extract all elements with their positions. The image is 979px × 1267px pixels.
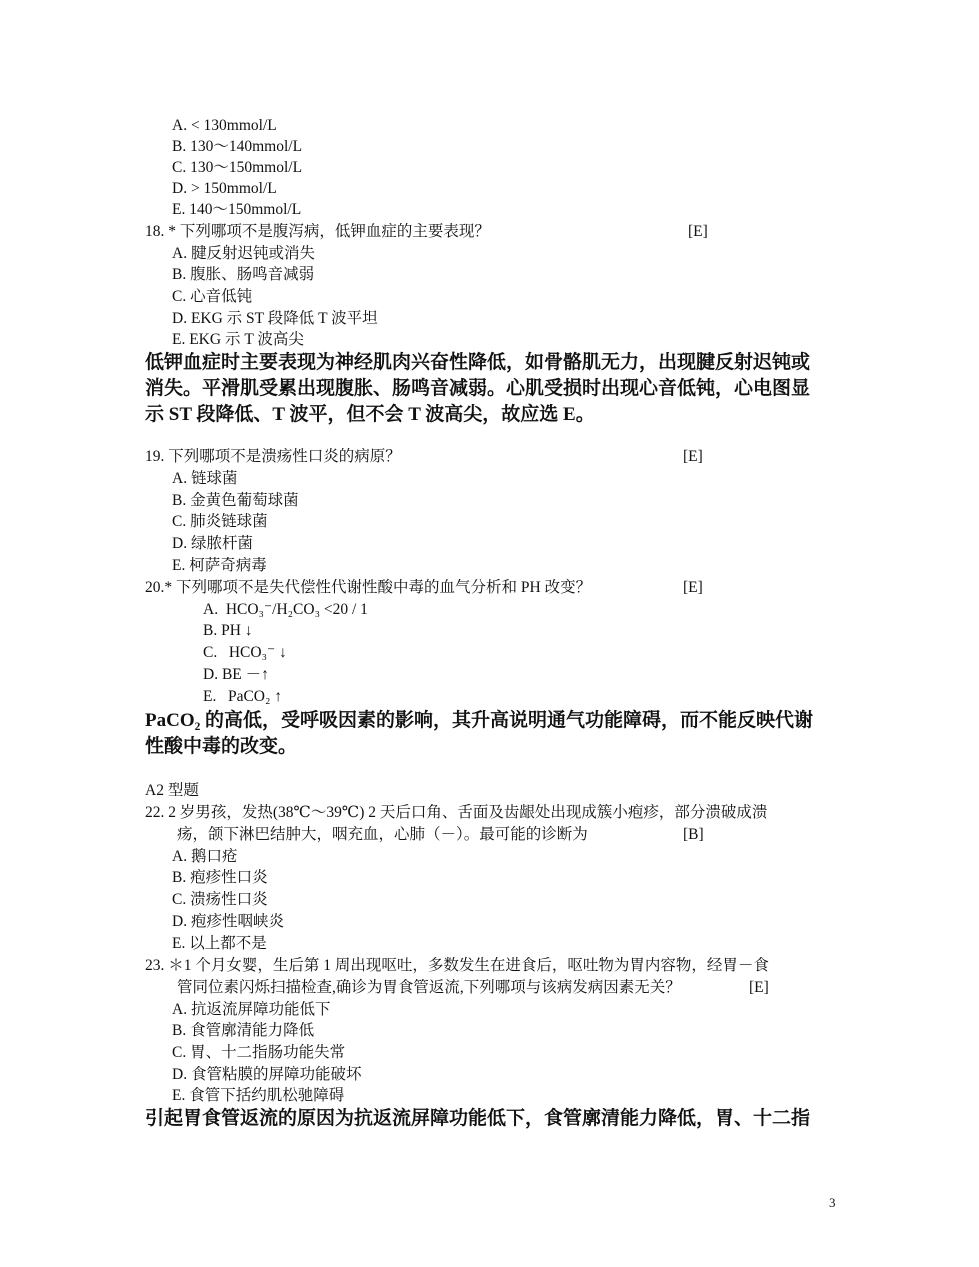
q20-option-c-text: HCO₃⁻ ↓ xyxy=(228,644,287,661)
q18-explanation-line-1: 低钾血症时主要表现为神经肌肉兴奋性降低，如骨骼肌无力，出现腱反射迟钝或 xyxy=(145,352,811,373)
q19-option-b: B. 金黄色葡萄球菌 xyxy=(172,492,299,509)
q18-explanation-line-3: 示 ST 段降低、T 波平，但不会 T 波高尖，故应选 E。 xyxy=(145,404,595,425)
q19-option-a: A. 链球菌 xyxy=(172,470,238,487)
q17-option-c: C. 130～150mmol/L xyxy=(172,159,303,176)
q22-option-c: C. 溃疡性口炎 xyxy=(172,891,268,908)
q23-option-d: D. 食管粘膜的屏障功能破坏 xyxy=(172,1066,362,1083)
q20-option-b: B. PH ↓ xyxy=(203,622,253,639)
q18-option-a: A. 腱反射迟钝或消失 xyxy=(172,245,315,262)
q20-option-c xyxy=(203,643,287,663)
q20-option-e-text: PaCO₂ ↑ xyxy=(227,688,283,705)
q18-stem: 18. * 下列哪项不是腹泻病，低钾血症的主要表现？ xyxy=(145,223,490,240)
q23-stem-line-1: 23. ＊1 个月女婴，生后第 1 周出现呕吐，多数发生在进食后，呕吐物为胃内容物，经胃－食 xyxy=(145,957,769,974)
q20-option-e-label: E. xyxy=(203,688,217,705)
q19-option-e: E. 柯萨奇病毒 xyxy=(172,557,267,574)
q23-option-e: E. 食管下括约肌松驰障碍 xyxy=(172,1087,345,1104)
section-title: A2 型题 xyxy=(145,782,199,799)
q20-answer: [E] xyxy=(683,579,703,596)
q22-stem-line-2: 疡，颌下淋巴结肿大，咽充血，心肺（－）。最可能的诊断为 xyxy=(177,826,588,843)
q22-option-a: A. 鹅口疮 xyxy=(172,848,238,865)
q22-option-d: D. 疱疹性咽峡炎 xyxy=(172,913,284,930)
q18-explanation-line-2: 消失。平滑肌受累出现腹胀、肠鸣音减弱。心肌受损时出现心音低钝，心电图显 xyxy=(145,378,811,399)
q18-answer: [E] xyxy=(688,223,708,240)
q23-answer: [E] xyxy=(749,979,769,996)
q17-option-b: B. 130～140mmol/L xyxy=(172,138,303,155)
q20-option-a-label: A. xyxy=(203,601,219,618)
q18-option-c: C. 心音低钝 xyxy=(172,288,253,305)
q20-option-a xyxy=(203,600,368,620)
q20-option-e xyxy=(203,687,282,707)
q23-option-c: C. 胃、十二指肠功能失常 xyxy=(172,1044,346,1061)
q18-option-d: D. EKG 示 ST 段降低 T 波平坦 xyxy=(172,310,378,327)
q18-option-b: B. 腹胀、肠鸣音减弱 xyxy=(172,266,315,283)
page-number: 3 xyxy=(829,1195,836,1210)
q22-stem-line-1: 22. 2 岁男孩，发热(38℃～39℃) 2 天后口角、舌面及齿龈处出现成簇小疱疹，部分溃破成溃 xyxy=(145,804,768,821)
q20-option-c-label: C. xyxy=(203,644,218,661)
q17-option-d: D. > 150mmol/L xyxy=(172,180,277,197)
q22-option-b: B. 疱疹性口炎 xyxy=(172,869,268,886)
q23-option-b: B. 食管廓清能力降低 xyxy=(172,1022,315,1039)
q19-option-d: D. 绿脓杆菌 xyxy=(172,535,253,552)
q19-option-c: C. 肺炎链球菌 xyxy=(172,513,268,530)
q23-explanation: 引起胃食管返流的原因为抗返流屏障功能低下，食管廓清能力降低，胃、十二指 xyxy=(145,1108,811,1129)
q23-stem-line-2: 管同位素闪烁扫描检查,确诊为胃食管返流,下列哪项与该病发病因素无关？ xyxy=(177,979,681,996)
q22-answer: [B] xyxy=(683,826,704,843)
q20-option-d: D. BE －↑ xyxy=(203,666,269,683)
q22-option-e: E. 以上都不是 xyxy=(172,935,267,952)
q20-explanation-line-2: 性酸中毒的改变。 xyxy=(145,736,298,757)
q20-explanation-line-1: PaCO₂ 的高低，受呼吸因素的影响，其升高说明通气功能障碍，而不能反映代谢 xyxy=(145,710,814,731)
q20-stem: 20.* 下列哪项不是失代偿性代谢性酸中毒的血气分析和 PH 改变？ xyxy=(145,579,592,596)
q23-option-a: A. 抗返流屏障功能低下 xyxy=(172,1001,331,1018)
q18-option-e: E. EKG 示 T 波高尖 xyxy=(172,331,304,348)
q17-option-e: E. 140～150mmol/L xyxy=(172,201,302,218)
q19-stem: 19. 下列哪项不是溃疡性口炎的病原？ xyxy=(145,448,401,465)
q17-option-a: A. < 130mmol/L xyxy=(172,117,277,134)
q20-option-a-text: HCO₃⁻/H₂CO₃ <20 / 1 xyxy=(225,601,368,618)
q19-answer: [E] xyxy=(683,448,703,465)
